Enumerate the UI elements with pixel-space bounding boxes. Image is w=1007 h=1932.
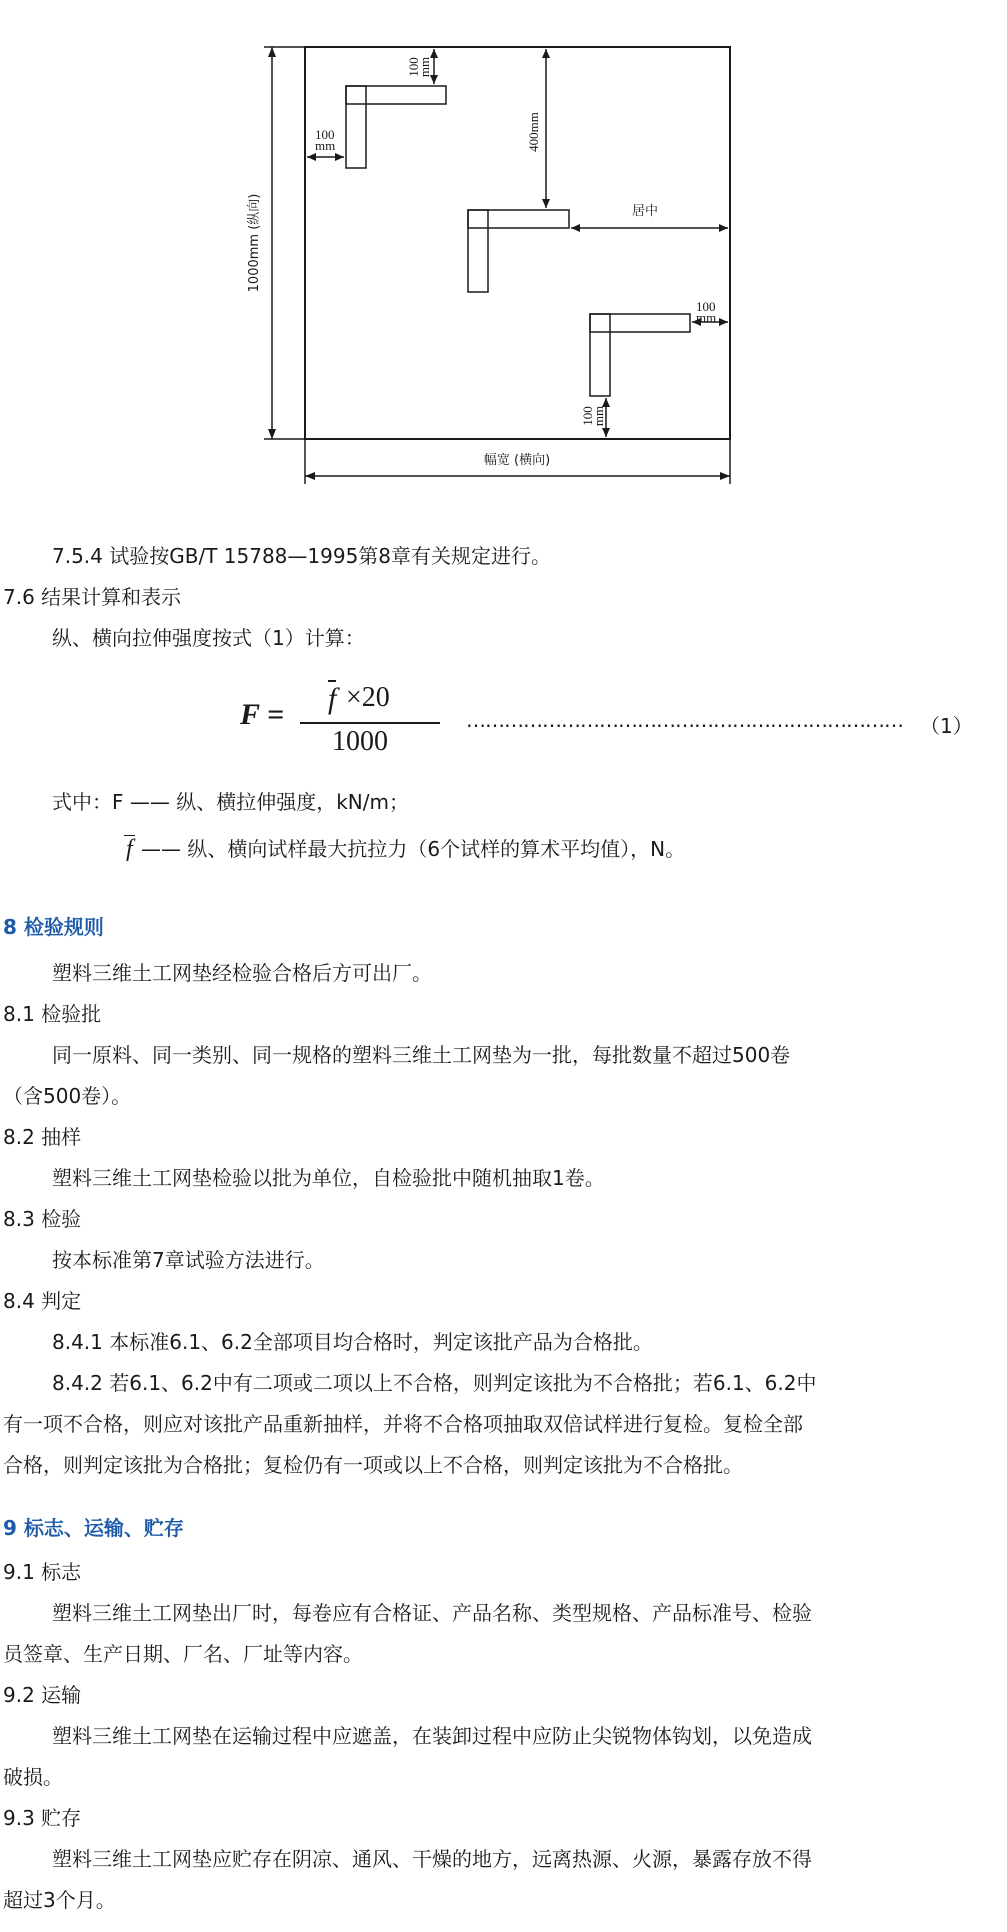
label-100mm-bottom-1: 100 (580, 406, 595, 426)
heading-8-2: 8.2 抽样 (3, 1125, 82, 1149)
label-100mm-right-1: 100 (696, 299, 716, 314)
label-400mm: 400mm (526, 112, 541, 152)
clause-8-4-1: 8.4.1 本标准6.1、6.2全部项目均合格时，判定该批产品为合格批。 (52, 1330, 653, 1354)
fraction-bar (300, 722, 440, 724)
label-width: 幅宽 (横向) (483, 453, 551, 468)
formula-number: （1） (920, 714, 973, 738)
formula-numerator: ×20 (346, 682, 390, 713)
clause-7-5-4: 7.5.4 试验按GB/T 15788—1995第8章有关规定进行。 (52, 544, 552, 568)
para-8-2: 塑料三维土工网垫检验以批为单位，自检验批中随机抽取1卷。 (52, 1166, 605, 1190)
heading-8-1: 8.1 检验批 (3, 1002, 102, 1026)
formula-fbar: f (328, 682, 337, 715)
heading-9: 9 标志、运输、贮存 (3, 1516, 184, 1540)
formula-fraction (300, 676, 440, 766)
para-8-1-b: （含500卷）。 (3, 1084, 132, 1108)
clause-8-4-2-c: 合格，则判定该批为合格批；复检仍有一项或以上不合格，则判定该批为不合格批。 (3, 1453, 743, 1477)
heading-9-2: 9.2 运输 (3, 1683, 82, 1707)
label-center: 居中 (632, 204, 659, 219)
where-f: 式中：F —— 纵、横拉伸强度，kN/m； (52, 790, 409, 814)
para-9-1-b: 员签章、生产日期、厂名、厂址等内容。 (3, 1642, 363, 1666)
formula-intro: 纵、横向拉伸强度按式（1）计算： (52, 626, 365, 650)
where-fbar (124, 836, 685, 862)
sampling-diagram (0, 0, 1007, 500)
formula-denominator: 1000 (332, 726, 388, 757)
formula-lhs: F = (240, 698, 285, 731)
label-100mm-left-1: 100 (315, 127, 335, 142)
label-vertical: 1000mm (纵向) (247, 193, 262, 293)
para-8: 塑料三维土工网垫经检验合格后方可出厂。 (52, 961, 432, 985)
heading-8-3: 8.3 检验 (3, 1207, 82, 1231)
para-8-3: 按本标准第7章试验方法进行。 (52, 1248, 325, 1272)
para-9-1-a: 塑料三维土工网垫出厂时，每卷应有合格证、产品名称、类型规格、产品标准号、检验 (52, 1601, 812, 1625)
fbar-symbol: f (126, 836, 133, 862)
heading-9-1: 9.1 标志 (3, 1560, 82, 1584)
where-fbar-text: —— 纵、横向试样最大抗拉力（6个试样的算术平均值），N。 (141, 837, 686, 861)
clause-8-4-2-a: 8.4.2 若6.1、6.2中有二项或二项以上不合格，则判定该批为不合格批；若6.1、6.2中 (52, 1371, 817, 1395)
heading-9-3: 9.3 贮存 (3, 1806, 82, 1830)
label-100mm-top-2: mm (417, 56, 432, 78)
formula-leader-dots: …………………………………………………………… (466, 708, 903, 732)
label-100mm-top-1: 100 (406, 57, 421, 77)
label-100mm-right-2: mm (696, 310, 717, 325)
para-9-2-a: 塑料三维土工网垫在运输过程中应遮盖，在装卸过程中应防止尖锐物体钩划，以免造成 (52, 1724, 812, 1748)
para-8-1-a: 同一原料、同一类别、同一规格的塑料三维土工网垫为一批，每批数量不超过500卷 (52, 1043, 791, 1067)
label-100mm-left-2: mm (315, 138, 336, 153)
para-9-3-a: 塑料三维土工网垫应贮存在阴凉、通风、干燥的地方，远离热源、火源，暴露存放不得 (52, 1847, 812, 1871)
label-100mm-bottom-2: mm (591, 405, 606, 427)
heading-8-4: 8.4 判定 (3, 1289, 82, 1313)
para-9-3-b: 超过3个月。 (3, 1888, 116, 1912)
formula (230, 676, 990, 766)
heading-8: 8 检验规则 (3, 915, 104, 939)
heading-7-6: 7.6 结果计算和表示 (3, 585, 182, 609)
clause-8-4-2-b: 有一项不合格，则应对该批产品重新抽样，并将不合格项抽取双倍试样进行复检。复检全部 (3, 1412, 803, 1436)
para-9-2-b: 破损。 (3, 1765, 63, 1789)
